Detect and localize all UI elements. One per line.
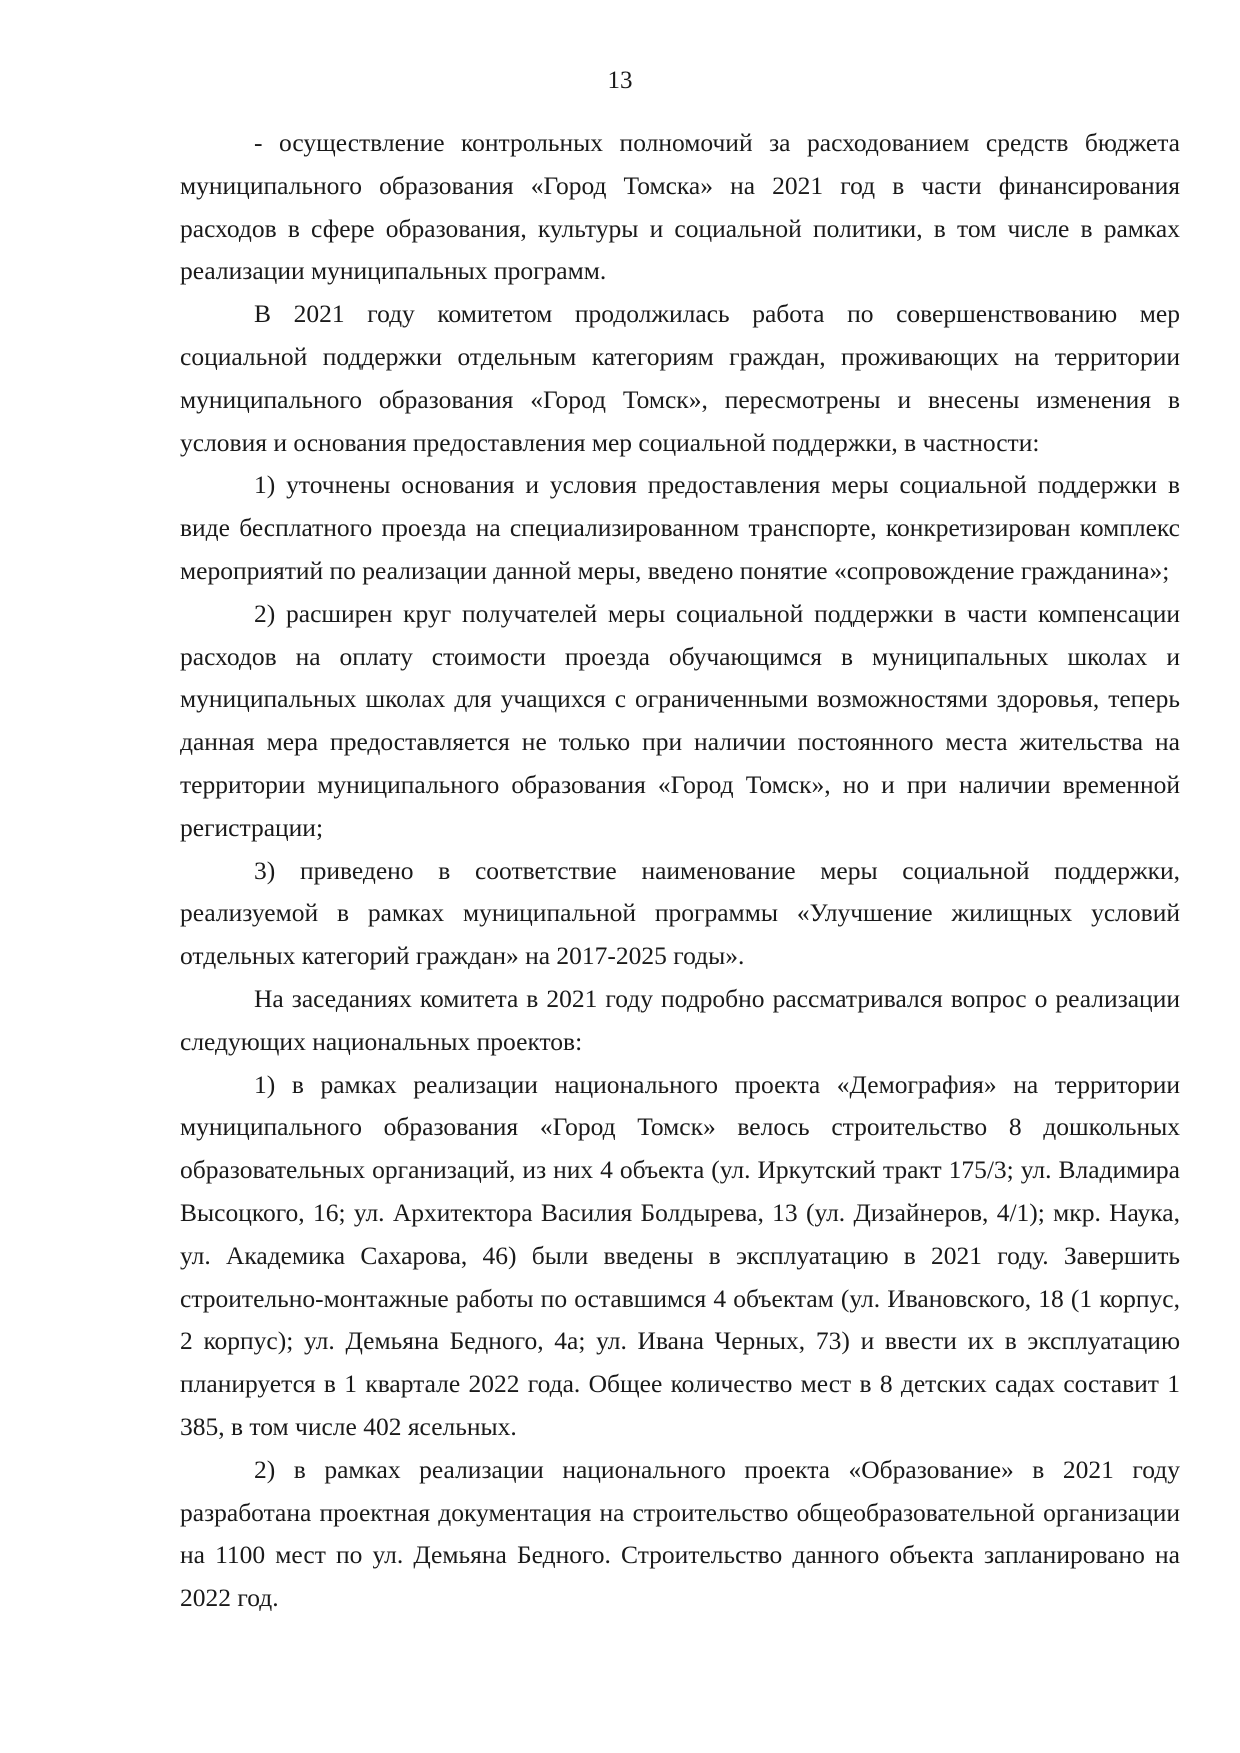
page-number: 13	[607, 67, 633, 94]
paragraph-national-projects-intro: На заседаниях комитета в 2021 году подробно рассматривался вопрос о реализации следующих национальных проектов:	[180, 983, 1180, 1056]
paragraph-social-support-item-1: 1) уточнены основания и условия предоставления меры социальной поддержки в виде бесплатного проезда на специализированном транспорте, конкретизирован комплекс мероприятий по реализации данной меры, введено понятие «сопровождение гражданина»;	[180, 470, 1180, 585]
paragraph-project-demography: 1) в рамках реализации национального проекта «Демография» на территории муниципального образования «Город Томск» велось строительство 8 дошкольных образовательных организаций, из них 4 объекта (ул. Иркутский тракт 175/3; ул. Владимира Высоцкого, 16; ул. Архитектора Василия Болдырева, 13 (ул. Дизайнеров, 4/1); мкр. Наука, ул. Академика Сахарова, 46) были введены в эксплуатацию в 2021 году. Завершить строительно-монтажные работы по оставшимся 4 объектам (ул. Ивановского, 18 (1 корпус, 2 корпус); ул. Демьяна Бедного, 4а; ул. Ивана Черных, 73) и ввести их в эксплуатацию планируется в 1 квартале 2022 года. Общее количество мест в 8 детских садах составит 1 385, в том числе 402 ясельных.	[180, 1069, 1180, 1441]
paragraph-control-powers: - осуществление контрольных полномочий за расходованием средств бюджета муниципального образования «Город Томска» на 2021 год в части финансирования расходов в сфере образования, культуры и социальной политики, в том числе в рамках реализации муниципальных программ.	[180, 128, 1180, 286]
paragraph-social-support-item-3: 3) приведено в соответствие наименование меры социальной поддержки, реализуемой в рамках муниципальной программы «Улучшение жилищных условий отдельных категорий граждан» на 2017-2025 годы».	[180, 855, 1180, 971]
document-body	[180, 122, 1180, 1620]
paragraph-social-support-item-2: 2) расширен круг получателей меры социальной поддержки в части компенсации расходов на оплату стоимости проезда обучающимся в муниципальных школах и муниципальных школах для учащихся с ограниченными возможностями здоровья, теперь данная мера предоставляется не только при наличии постоянного места жительства на территории муниципального образования «Город Томск», но и при наличии временной регистрации;	[180, 598, 1180, 842]
paragraph-social-support-intro: В 2021 году комитетом продолжилась работа по совершенствованию мер социальной поддержки отдельным категориям граждан, проживающих на территории муниципального образования «Город Томск», пересмотрены и внесены изменения в условия и основания предоставления мер социальной поддержки, в частности:	[180, 299, 1180, 457]
paragraph-project-education: 2) в рамках реализации национального проекта «Образование» в 2021 году разработана проектная документация на строительство общеобразовательной организации на 1100 мест по ул. Демьяна Бедного. Строительство данного объекта запланировано на 2022 год.	[180, 1454, 1180, 1613]
